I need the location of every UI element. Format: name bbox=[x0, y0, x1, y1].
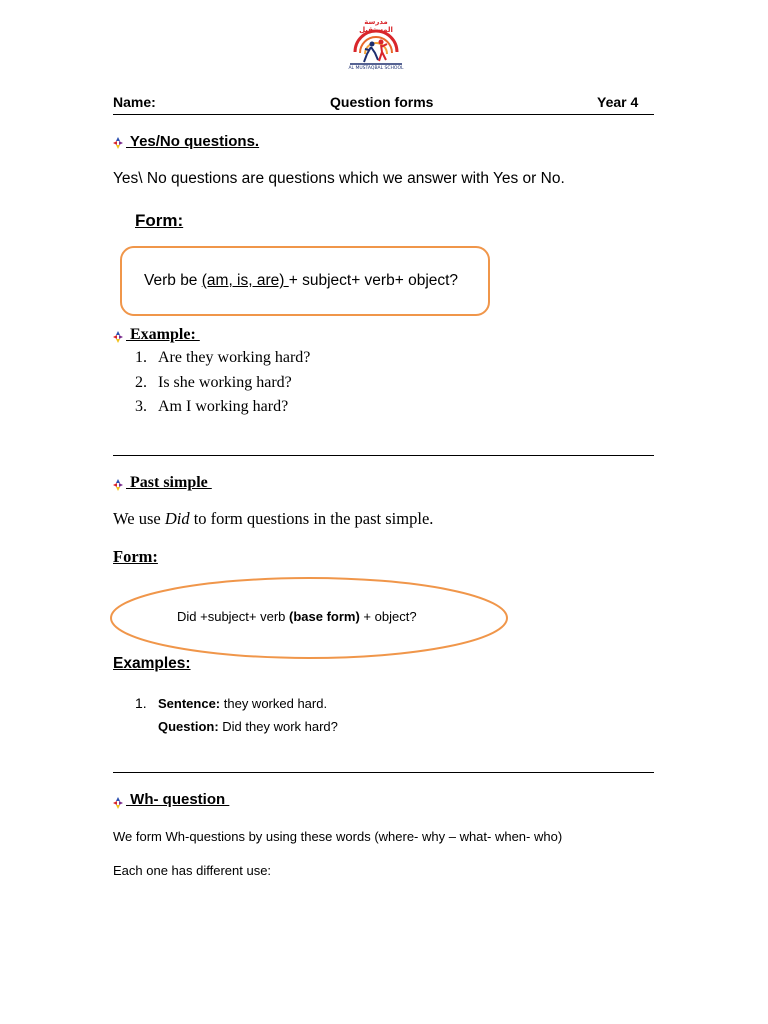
form-formula-text bbox=[144, 272, 458, 290]
list-item: 2. Is she working hard? bbox=[135, 374, 292, 391]
logo-arabic-text: مدرسة المستقبل bbox=[359, 18, 393, 34]
section-heading-past-simple: Past simple bbox=[126, 474, 212, 491]
past-form-formula-text: Did +subject+ verb (base form) + object? bbox=[177, 609, 417, 624]
form-text-before: Verb be bbox=[144, 272, 202, 289]
school-logo bbox=[345, 20, 407, 76]
wh-intro-text: We form Wh-questions by using these words (where- why – what- when- who) bbox=[113, 829, 563, 844]
form-label: Form: bbox=[113, 547, 158, 566]
question-line: Question: Did they work hard? bbox=[158, 719, 338, 734]
four-arrow-bullet-icon bbox=[113, 478, 123, 490]
list-item: 1. Are they working hard? bbox=[135, 349, 311, 366]
name-label: Name: bbox=[113, 94, 156, 110]
four-arrow-bullet-icon bbox=[113, 796, 123, 808]
year-label: Year 4 bbox=[597, 94, 639, 110]
wh-use-text: Each one has different use: bbox=[113, 863, 272, 878]
form-text-verb-be: (am, is, are) bbox=[201, 272, 289, 289]
form-label: Form: bbox=[135, 211, 184, 230]
did-word: Did bbox=[164, 509, 190, 528]
four-arrow-bullet-icon bbox=[113, 330, 123, 342]
section-heading-wh-question: Wh- question bbox=[126, 791, 230, 808]
examples-label: Examples: bbox=[113, 655, 191, 672]
section-divider bbox=[113, 455, 654, 456]
sentence-line: Sentence: they worked hard. bbox=[158, 696, 328, 711]
four-arrow-bullet-icon bbox=[113, 136, 123, 148]
section-divider bbox=[113, 772, 654, 773]
worksheet-header bbox=[113, 94, 654, 115]
list-item: 3. Am I working hard? bbox=[135, 398, 289, 415]
page-title: Question forms bbox=[330, 94, 434, 110]
past-simple-intro-text: We use Did to form questions in the past simple. bbox=[113, 509, 434, 528]
list-number: 1. bbox=[135, 695, 147, 711]
base-form-text: (base form) bbox=[289, 609, 360, 624]
yes-no-intro-text: Yes\ No questions are questions which we answer with Yes or No. bbox=[113, 170, 565, 187]
example-heading: Example: bbox=[126, 326, 200, 343]
form-text-after: + subject+ verb+ object? bbox=[288, 272, 459, 289]
section-heading-yes-no: Yes/No questions. bbox=[126, 133, 260, 150]
logo-english-text: AL MUSTAQBAL SCHOOL bbox=[348, 66, 404, 71]
